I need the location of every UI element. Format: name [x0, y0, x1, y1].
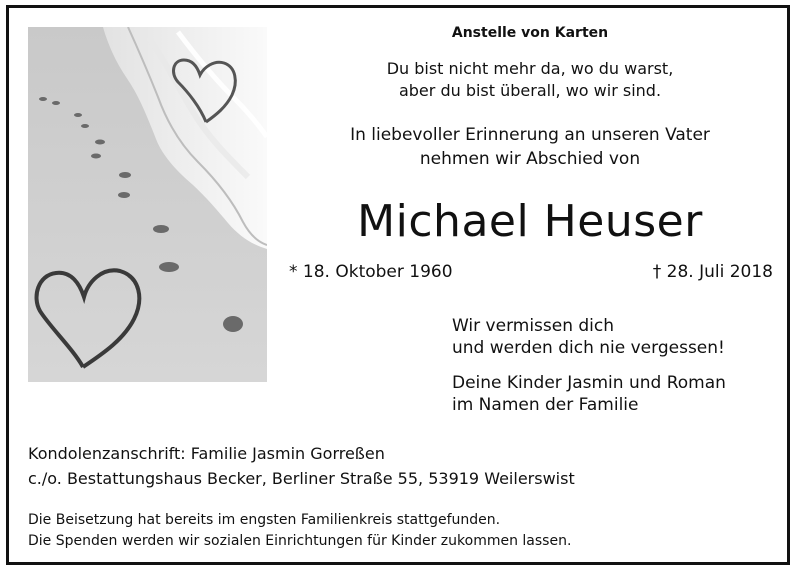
family-line-2: im Namen der Familie: [452, 395, 639, 415]
family-signature: [452, 372, 726, 416]
farewell-line-2: und werden dich nie vergessen!: [452, 338, 725, 358]
verse-line-1: Du bist nicht mehr da, wo du warst,: [386, 59, 674, 78]
notice-line-1: Die Beisetzung hat bereits im engsten Familienkreis stattgefunden.: [28, 512, 501, 528]
condolence-line-1: Kondolenzanschrift: Familie Jasmin Gorreßen: [28, 444, 385, 463]
death-date: † 28. Juli 2018: [652, 262, 773, 282]
notice-line-2: Die Spenden werden wir sozialen Einrichtungen für Kinder zukommen lassen.: [28, 533, 572, 549]
family-line-1: Deine Kinder Jasmin und Roman: [452, 373, 726, 393]
farewell-line-1: Wir vermissen dich: [452, 316, 615, 336]
burial-notice: [28, 510, 571, 552]
birth-date: * 18. Oktober 1960: [289, 262, 453, 282]
intro-line-2: nehmen wir Abschied von: [419, 149, 641, 169]
intro-line-1: In liebevoller Erinnerung an unseren Vater: [350, 125, 710, 145]
intro-text: [290, 123, 770, 171]
deceased-name: Michael Heuser: [357, 196, 703, 247]
condolence-address: [28, 441, 575, 491]
beach-photo-svg: [28, 27, 267, 382]
farewell-message: [452, 315, 725, 359]
condolence-line-2: c./o. Bestattungshaus Becker, Berliner Straße 55, 53919 Weilerswist: [28, 469, 575, 488]
verse: [290, 58, 770, 102]
heading: Anstelle von Karten: [451, 25, 609, 41]
beach-hearts-footprints-image: [28, 27, 267, 382]
verse-line-2: aber du bist überall, wo wir sind.: [398, 81, 662, 100]
